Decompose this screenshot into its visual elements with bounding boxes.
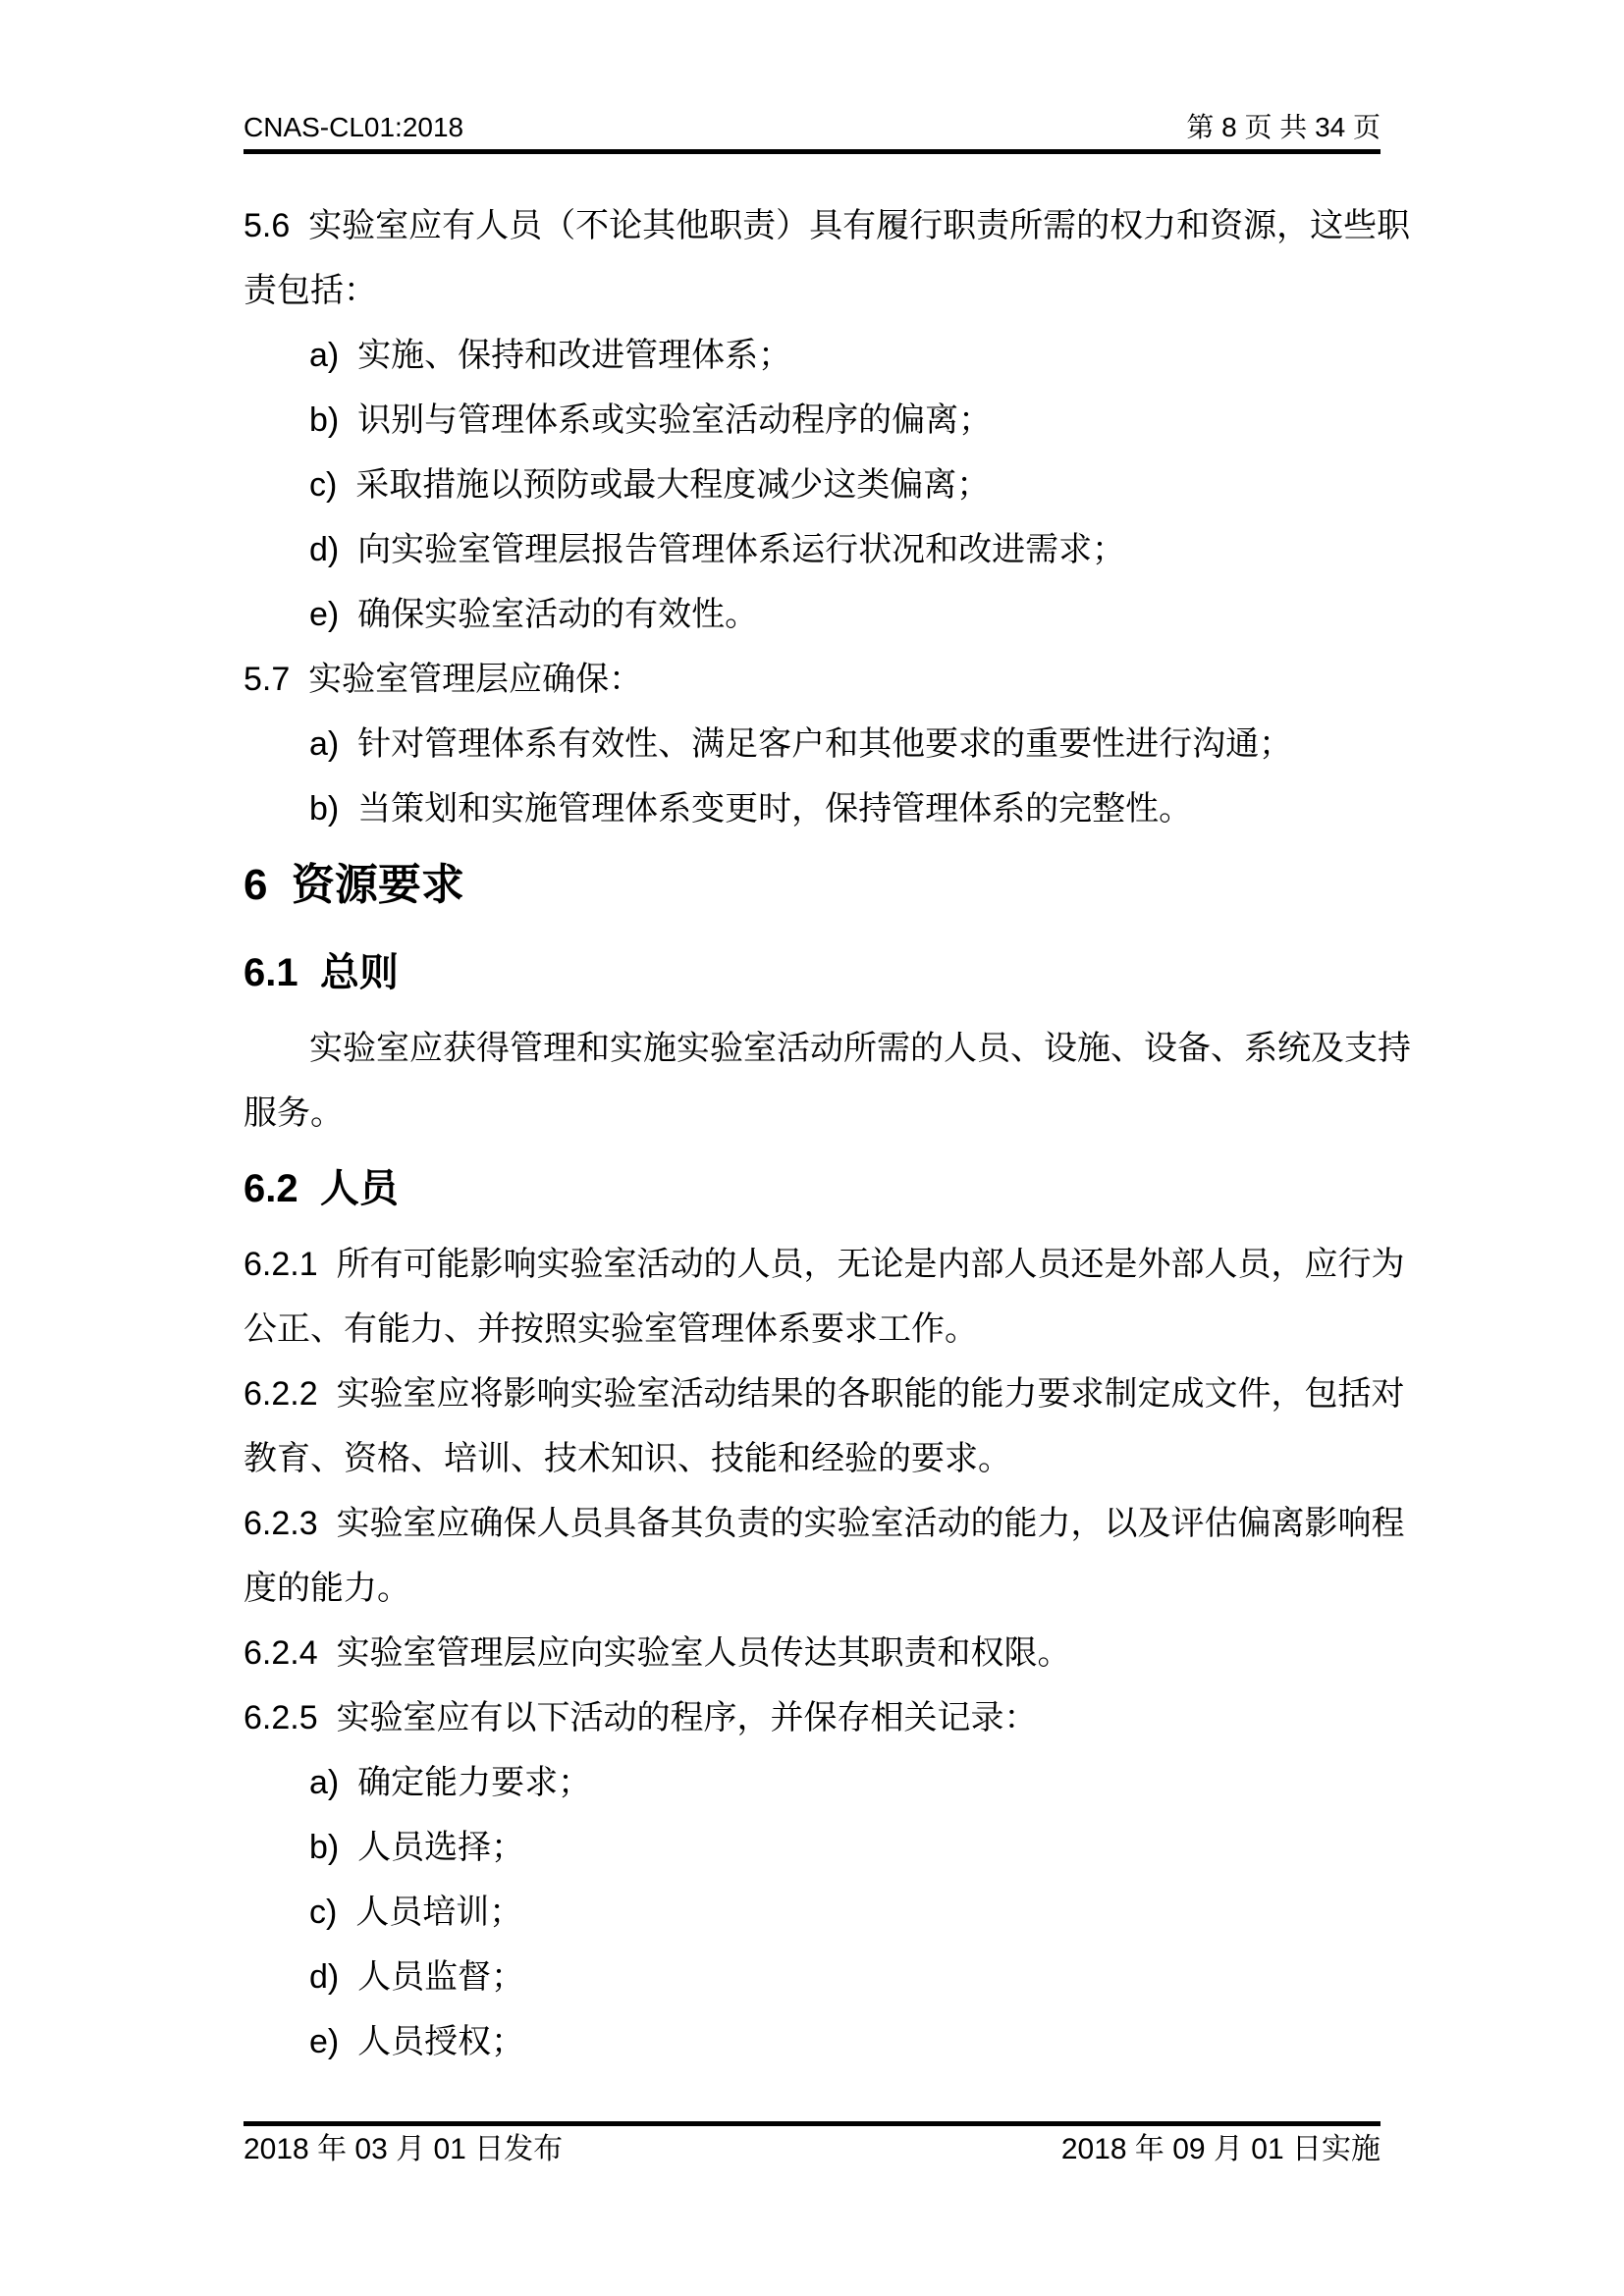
section-heading-6-1: 6.1 总则 [244, 951, 399, 994]
list-item: a) 确定能力要求； [309, 1764, 592, 1801]
list-item: b) 识别与管理体系或实验室活动程序的偏离； [309, 401, 993, 439]
section-heading-6-2: 6.2 人员 [244, 1167, 399, 1210]
list-item: b) 当策划和实施管理体系变更时，保持管理体系的完整性。 [309, 790, 1193, 828]
paragraph-line: 教育、资格、培训、技术知识、技能和经验的要求。 [244, 1440, 1011, 1477]
page-header [244, 110, 1380, 145]
page-footer [244, 2130, 1380, 2169]
paragraph-line: 责包括： [244, 272, 377, 309]
list-item: c) 人员培训； [309, 1894, 523, 1931]
paragraph-line: 度的能力。 [244, 1570, 410, 1607]
paragraph-line: 实验室应获得管理和实施实验室活动所需的人员、设施、设备、系统及支持 [309, 1030, 1411, 1067]
paragraph-line: 6.2.2 实验室应将影响实验室活动结果的各职能的能力要求制定成文件，包括对 [244, 1375, 1405, 1413]
list-item: a) 针对管理体系有效性、满足客户和其他要求的重要性进行沟通； [309, 725, 1293, 763]
paragraph-line: 服务。 [244, 1095, 344, 1132]
doc-code: CNAS-CL01:2018 [244, 112, 464, 142]
list-item: a) 实施、保持和改进管理体系； [309, 337, 792, 374]
issue-date: 2018 年 03 月 01 日发布 [244, 2133, 564, 2165]
paragraph-line: 6.2.4 实验室管理层应向实验室人员传达其职责和权限。 [244, 1634, 1071, 1672]
header-rule [244, 149, 1380, 154]
list-item: c) 采取措施以预防或最大程度减少这类偏离； [309, 466, 991, 504]
page-number: 第 8 页 共 34 页 [1186, 112, 1380, 142]
footer-rule [244, 2121, 1380, 2126]
paragraph-line: 6.2.3 实验室应确保人员具备其负责的实验室活动的能力，以及评估偏离影响程 [244, 1505, 1405, 1542]
list-item: b) 人员选择； [309, 1829, 525, 1866]
document-body [244, 193, 1411, 2074]
list-item: e) 确保实验室活动的有效性。 [309, 596, 759, 633]
paragraph-line: 公正、有能力、并按照实验室管理体系要求工作。 [244, 1310, 978, 1348]
implementation-date: 2018 年 09 月 01 日实施 [1060, 2133, 1380, 2165]
list-item: d) 向实验室管理层报告管理体系运行状况和改进需求； [309, 531, 1126, 568]
list-item: d) 人员监督； [309, 1958, 525, 1996]
paragraph-line: 6.2.5 实验室应有以下活动的程序，并保存相关记录： [244, 1699, 1038, 1736]
paragraph-line: 5.6 实验室应有人员（不论其他职责）具有履行职责所需的权力和资源，这些职 [244, 207, 1411, 244]
section-heading-6: 6 资源要求 [244, 861, 464, 909]
paragraph-line: 6.2.1 所有可能影响实验室活动的人员，无论是内部人员还是外部人员，应行为 [244, 1246, 1405, 1283]
paragraph-line: 5.7 实验室管理层应确保： [244, 661, 643, 698]
list-item: e) 人员授权； [309, 2023, 525, 2060]
